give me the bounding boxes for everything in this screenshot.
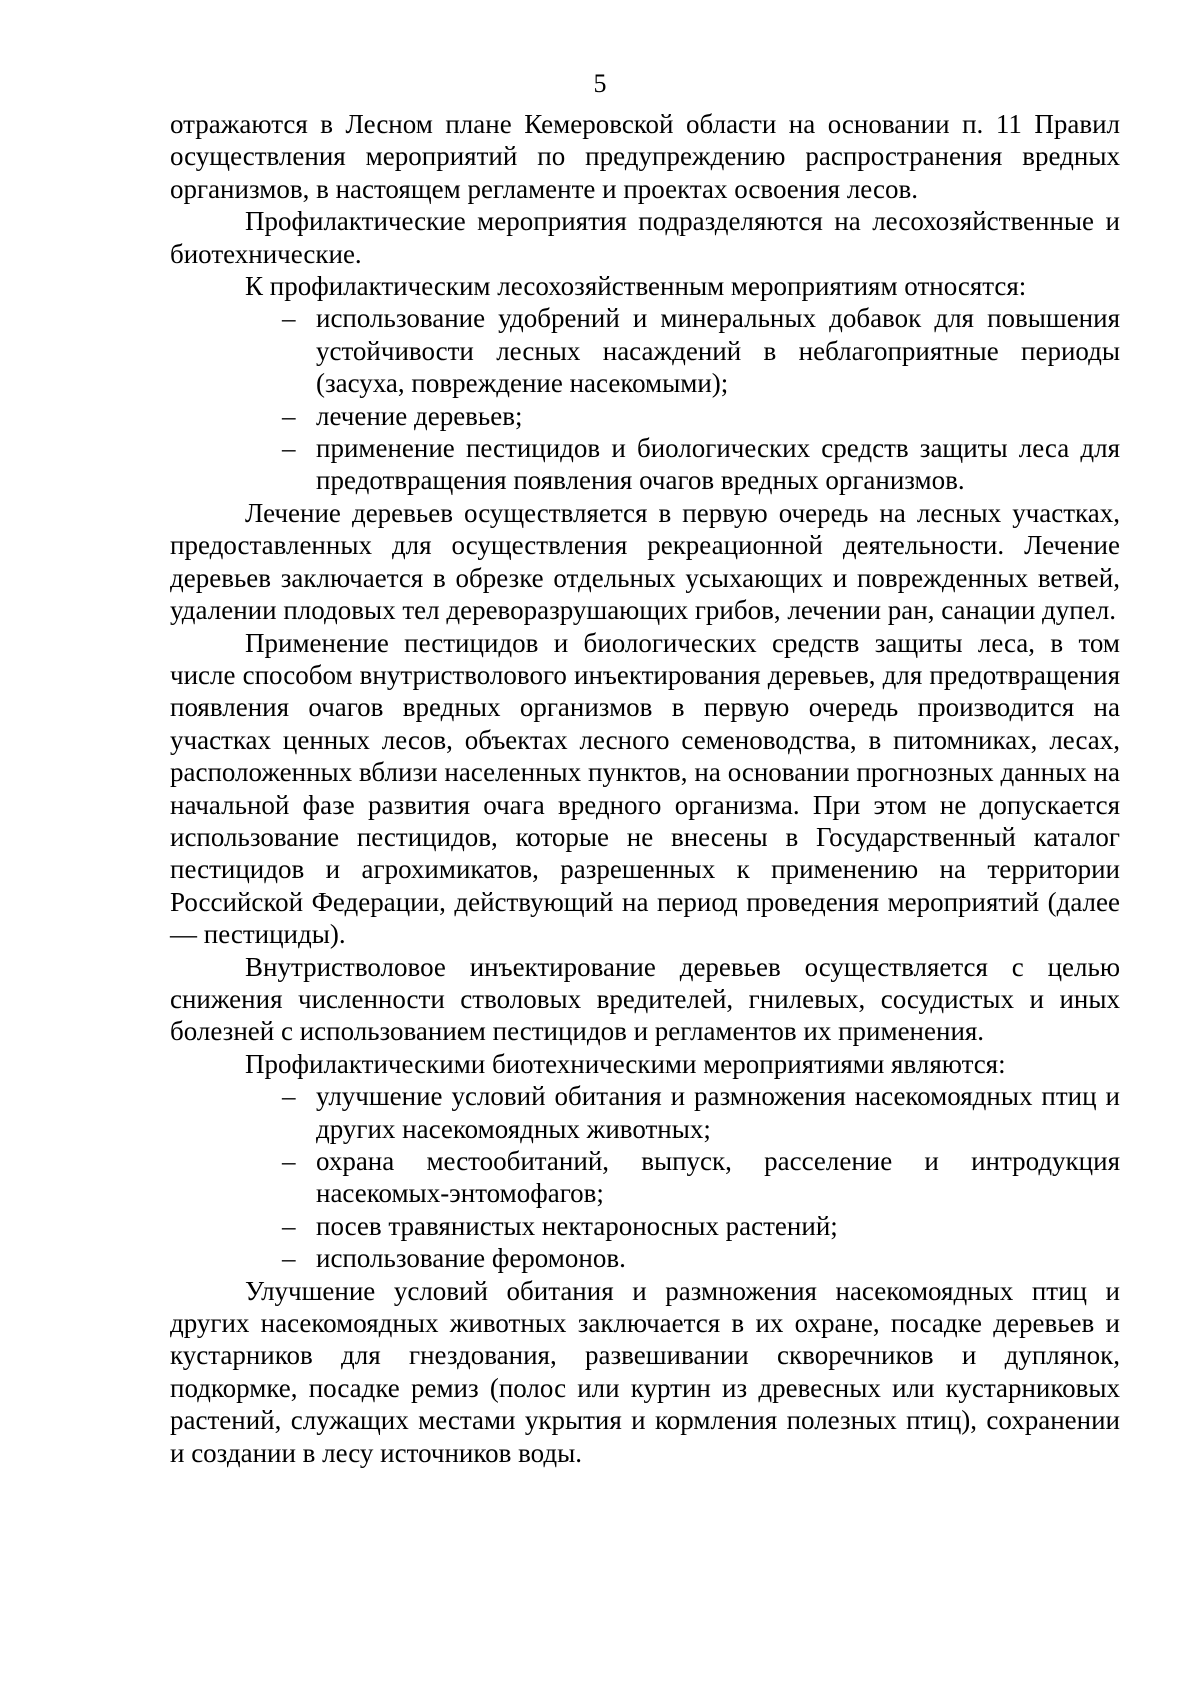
bullet-list: [170, 302, 1120, 496]
list-item: [170, 1242, 1120, 1274]
list-item: [170, 400, 1120, 432]
list-item: [170, 432, 1120, 497]
paragraph: Профилактические мероприятия подразделяются на лесохозяйственные и биотехнические.: [170, 206, 1120, 269]
list-dash-marker: –: [282, 433, 296, 464]
paragraph: Лечение деревьев осуществляется в первую очередь на лесных участках, предоставленных для осуществления рекреационной деятельности. Лечение деревьев заключается в обрезке отдельных усыхающих и поврежденных ветвей, удалении плодовых тел дереворазрушающих грибов, лечении ран, санации дупел.: [170, 497, 1120, 626]
list-item: [170, 1145, 1120, 1210]
list-item-text: применение пестицидов и биологических средств защиты леса для предотвращения появления очагов вредных организмов.: [316, 433, 1120, 496]
list-item-text: использование феромонов.: [316, 1243, 626, 1274]
list-item: [170, 1080, 1120, 1145]
list-item-text: лечение деревьев;: [316, 400, 523, 431]
list-dash-marker: –: [282, 1081, 296, 1112]
list-item-text: охрана местообитаний, выпуск, расселение и интродукция насекомых-энтомофагов;: [316, 1146, 1120, 1209]
list-item-text: использование удобрений и минеральных добавок для повышения устойчивости лесных насаждений в неблагоприятные периоды (засуха, повреждение насекомыми);: [316, 303, 1120, 399]
list-item-text: посев травянистых нектароносных растений;: [316, 1210, 838, 1241]
list-dash-marker: –: [282, 1146, 296, 1176]
list-dash-marker: –: [282, 1243, 296, 1274]
list-dash-marker: –: [282, 303, 296, 334]
list-item: [170, 1210, 1120, 1242]
paragraph: Применение пестицидов и биологических средств защиты леса, в том числе способом внутристволового инъектирования деревьев, для предотвращения появления очагов вредных организмов в первую очередь производится на участках ценных лесов, объектах лесного семеноводства, в питомниках, лесах, расположенных вблизи населенных пунктов, на основании прогнозных данных на начальной фазе развития очага вредного организма. При этом не допускается использование пестицидов, которые не внесены в Государственный каталог пестицидов и агрохимикатов, разрешенных к применению на территории Российской Федерации, действующий на период проведения мероприятий (далее — пестициды).: [170, 627, 1120, 950]
paragraph: Улучшение условий обитания и размножения насекомоядных птиц и других насекомоядных животных заключается в их охране, посадке деревьев и кустарников для гнездования, развешивании скворечников и дуплянок, подкормке, посадке ремиз (полос или куртин из древесных или кустарниковых растений, служащих местами укрытия и кормления полезных птиц), сохранении и создании в лесу источников воды.: [170, 1275, 1120, 1468]
list-item-text: улучшение условий обитания и размножения насекомоядных птиц и других насекомоядных животных;: [316, 1081, 1120, 1144]
paragraph: отражаются в Лесном плане Кемеровской области на основании п. 11 Правил осуществления мероприятий по предупреждению распространения вредных организмов, в настоящем регламенте и проектах освоения лесов.: [170, 109, 1120, 204]
list-item: [170, 302, 1120, 399]
page-number: 5: [593, 69, 607, 98]
list-dash-marker: –: [282, 1210, 296, 1241]
list-dash-marker: –: [282, 400, 296, 431]
bullet-list: [170, 1080, 1120, 1274]
paragraph: Внутристволовое инъектирование деревьев осуществляется с целью снижения численности стволовых вредителей, гнилевых, сосудистых и иных болезней с использованием пестицидов и регламентов их применения.: [170, 951, 1120, 1047]
paragraph: К профилактическим лесохозяйственным мероприятиям относятся:: [245, 271, 1027, 302]
paragraph: Профилактическими биотехническими мероприятиями являются:: [245, 1048, 1006, 1079]
document-body: [170, 108, 1120, 1469]
